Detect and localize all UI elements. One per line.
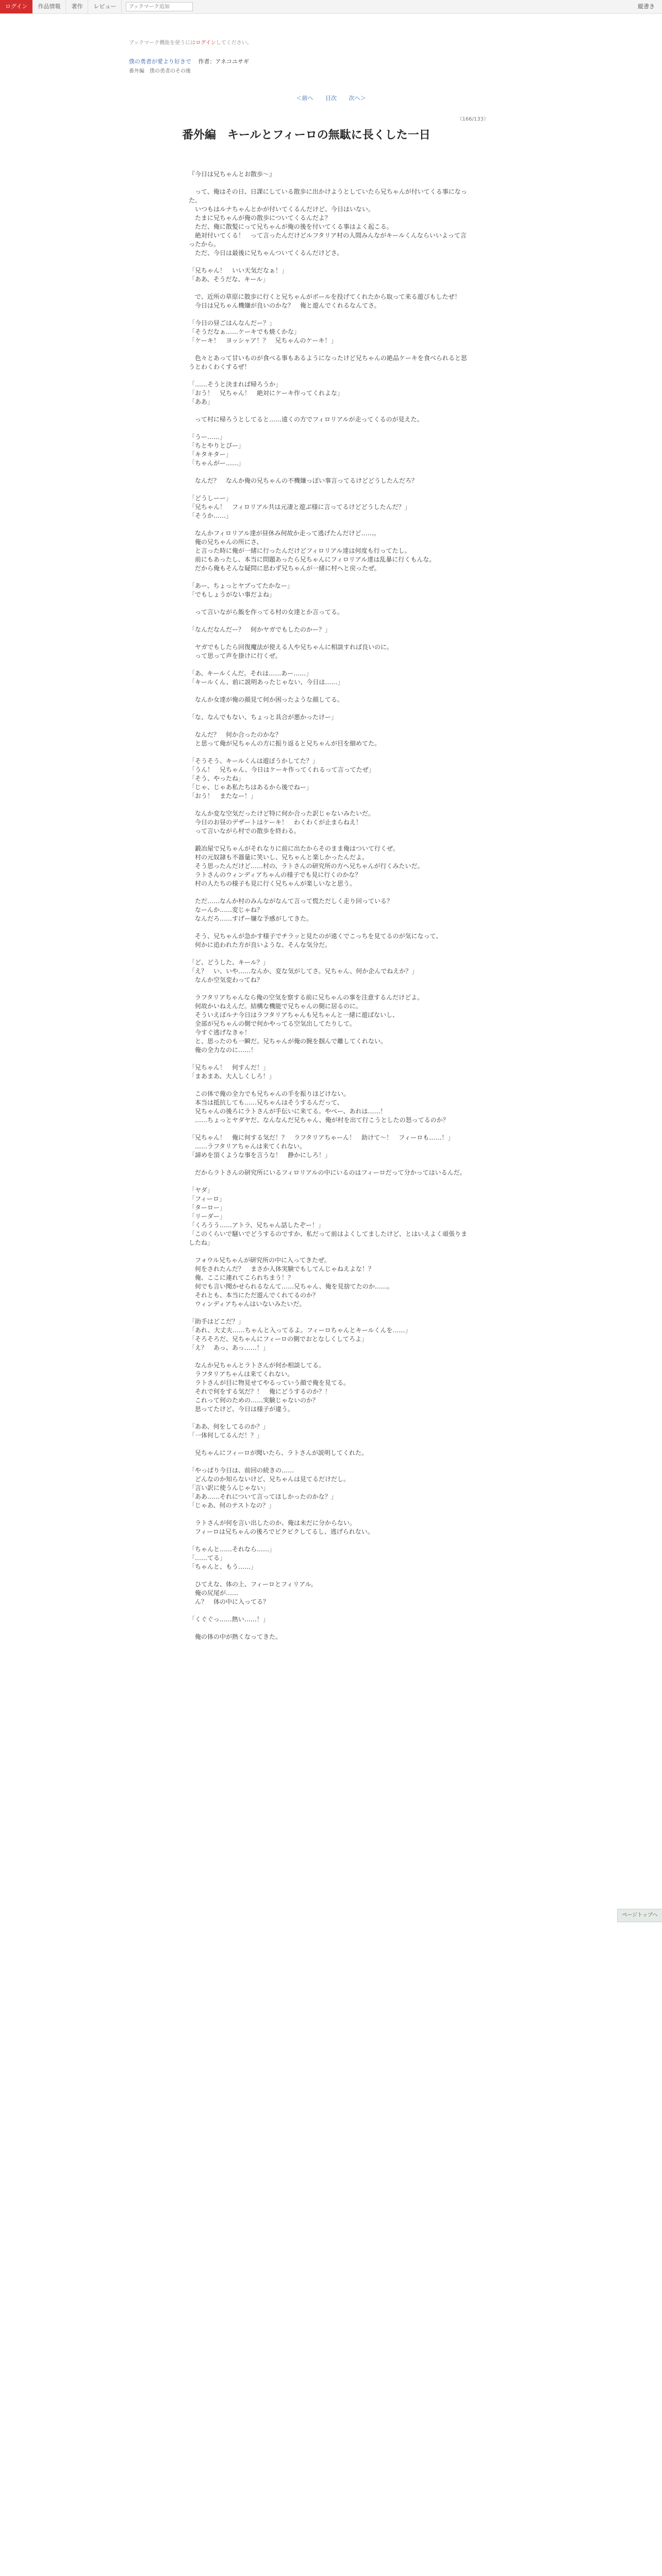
body-line: いつもはルナちゃんとかが付いてくるんだけど、今日はいない。 [189,206,375,213]
novel-title-link[interactable]: 僕の勇者が愛より好きで [129,58,191,65]
body-line: 「そうそう、キールくんは遊ぼうかしてた？」 [189,757,319,765]
body-line [189,371,467,380]
index-link[interactable]: 目次 [325,95,337,101]
nav-links[interactable]: 著作 [66,0,88,13]
bookmark-login-link[interactable]: ログイン [195,40,216,46]
body-line [189,1352,467,1361]
body-line [189,258,467,266]
novel-body [189,170,467,1641]
body-line: そう、兄ちゃんが急かす様子でチラッと見たのが遠くでこっちを見てるのが気になって、 [189,933,442,940]
body-line: 今日のお昼のデザートはケーキ！ わくわくが止まらねえ！ [189,819,362,826]
body-line: 「ああ……それについて言ってほしかったのかな？」 [189,1493,337,1500]
body-line [189,888,467,897]
body-line [189,1055,467,1063]
body-line: 「そうか……」 [189,512,233,519]
body-line [189,634,467,643]
work-subtitle: 番外編 僕の勇者のその後 [129,69,191,74]
body-line [189,485,467,494]
body-line: 「ヤダ」 [189,1187,213,1194]
body-line [189,1125,467,1133]
bookmark-input[interactable] [126,2,193,11]
body-line: ラトさんが目に物見せてやるっていう顔で俺を見てる。 [189,1379,350,1386]
body-line: 「兄ちゃん！ 何すんだ！」 [189,1064,270,1071]
body-line: 本当は抵抗しても……兄ちゃんはそうするんだって、 [189,1099,343,1106]
body-line [189,801,467,809]
body-line: どんなのか知らないけど、兄ちゃんは見てるだけだし。 [189,1476,350,1483]
body-line: ただ、俺に散髪にって兄ちゃんが俺の後を付いてくる事はよく起こる。 [189,223,393,230]
body-line [189,985,467,993]
body-line: ラフタリアちゃんは来てくれない。 [189,1370,294,1378]
body-line [189,748,467,757]
body-line: 何故かいねえんだ。結構な機能で兄ちゃんの側に居るのに。 [189,1003,362,1010]
body-line: 何でも言い聞かせられるなんて……兄ちゃん、俺を見捨てたのか……。 [189,1283,393,1290]
body-line: で、近所の草原に散歩に行くと兄ちゃんがボールを投げてくれたから取って来る遊びもしたぜ！ [189,293,461,300]
body-line [189,687,467,696]
body-line [189,284,467,293]
body-line: って言いながら飯を作ってる村の女達とか言ってる。 [189,608,344,616]
body-line: 「ちゃんと、もう……」 [189,1563,257,1570]
body-line: って村に帰ろうとしてると……遠くの方でフィロリアルが走ってくるのが見えた。 [189,416,423,423]
body-line: 何をされたんだ？ まさか人体実験でもしてんじゃねえよな！？ [189,1265,375,1273]
body-line: 「ちとやりとぴー」 [189,442,245,449]
body-line: 「うー……」 [189,433,226,440]
prev-link[interactable]: ＜前へ [296,95,313,101]
body-line [189,617,467,625]
body-line [189,1414,467,1422]
body-line: 俺の兄ちゃんの所にさ、 [189,538,263,546]
body-line: 兄ちゃんにフィーロが聞いたら、ラトさんが説明してくれた。 [189,1449,368,1456]
body-line: 「え？ い、いや……なんか、変な気がしてさ。兄ちゃん、何か企んでねえか？」 [189,968,418,975]
body-line: 「そうだなぁ……ケーキでも焼くかな」 [189,328,301,335]
body-line: 「あれ、大丈夫……ちゃんと入ってるよ。フィーロちゃんとキールくんを……」 [189,1327,411,1334]
chapter-title: 番外編 キールとフィーロの無駄に長くした一日 [182,129,431,142]
body-line: そういえばルナ今日はラフタリアちゃんも兄ちゃんと一緒に遊ばないし、 [189,1011,399,1019]
body-line: と言った時に俺が一緒に行ったんだけどフィロリアル達は何度も行ってたし。 [189,547,411,554]
body-line: 俺、ここに連れてこられちまう！？ [189,1274,294,1281]
body-line [189,1510,467,1519]
body-line [189,1624,467,1633]
body-line: 「……てる」 [189,1554,226,1562]
body-line: 「このくらいで騒いでどうするのですか、私だって前はよくしてましたけど、とはいえよく頑張りましたね」 [189,1230,468,1246]
body-line: なんか変な空気だったけど特に何か合った訳じゃないみたいだ。 [189,810,375,817]
body-line: ひてえな、体の上、フィーロとフィリアル。 [189,1581,317,1588]
body-line: フィーロは兄ちゃんの後ろでビクビクしてるし、逃げられない。 [189,1528,374,1535]
vertical-mode-link[interactable]: 縦書き [638,3,655,10]
body-line: ラフタリアちゃんなら俺の空気を察する前に兄ちゃんの事を注意するんだけどよ。 [189,994,424,1001]
body-line: 「ああ」 [189,398,214,405]
body-line: 「じゃあ、何のテストなの？」 [189,1502,275,1509]
body-line: 「言い訳に使うんじゃない」 [189,1484,270,1492]
body-line: なんか兄ちゃんとラトさんが何か相談してる。 [189,1362,325,1369]
body-line: 何かに追われた方が良いような、そんな気分だ。 [189,941,332,948]
nav-works[interactable]: 作品情報 [32,0,66,13]
login-link[interactable]: ログイン [0,0,32,13]
body-line: 『今日は兄ちゃんとお散歩～』 [189,171,276,178]
nav-review[interactable]: レビュー [88,0,122,13]
body-line [189,599,467,608]
body-line: たまに兄ちゃんが俺の散歩についてくるんだよ？ [189,214,331,222]
body-line [189,179,467,188]
body-line: ラトさんが何を言い出したのか、俺は未だに分からない。 [189,1519,356,1527]
body-line: と思って俺が兄ちゃんの方に振り返ると兄ちゃんが目を細めてた。 [189,740,381,747]
body-line: なんだ？ 何か合ったのかな？ [189,731,282,738]
body-line: 「でもしょうがない事だよね」 [189,591,276,598]
body-line: 「くぐぐっ……熱い……！」 [189,1616,269,1623]
body-line: ラトさんのウィンディアちゃんの様子でも見に行くのかな？ [189,871,361,878]
body-line [189,1177,467,1186]
body-line: ん？ 体の中に入ってる？ [189,1598,270,1605]
body-line: 「兄ちゃん！ フィロリアル共は元凄と遊ぶ様に言ってるけどどうしたんだ？」 [189,503,411,511]
body-line: これって何のための……実験じゃないのか？ [189,1397,319,1404]
body-line: なんか女達が俺の顔見て何か困ったような顔してる。 [189,696,344,703]
body-line: 「ケーキ！ ヨッシャア！？ 兄ちゃんのケーキ！」 [189,337,337,344]
body-line: 俺の全力なのに……！ [189,1046,257,1054]
page-number: （166/133） [457,116,489,122]
body-line: なんだ？ なんか俺の兄ちゃんの不機嫌っぽい事言ってるけどどうしたんだろ？ [189,477,418,484]
body-line: ただ、今日は最後に兄ちゃんついてくるんだけどさ。 [189,249,343,257]
body-line: 「あー、ちょっとヤブってたかなー」 [189,582,293,589]
body-line: って思って声を掛けに行くぜ。 [189,652,282,659]
body-line: なんだろ……すげー嫌な予感がしてきた。 [189,915,313,922]
bookmark-notice [129,38,252,46]
body-line: 「やっぱり今日は、前回の続きの…… [189,1467,294,1474]
body-line: フォウル兄ちゃんが研究所の中に入ってきたぜ。 [189,1257,330,1264]
body-line: って、俺はその日、日課にしている散歩に出かけようとしていたら兄ちゃんが付いてくる事になった。 [189,188,467,204]
body-line: 色々とあって甘いものが食べる事もあるようになったけど兄ちゃんの絶品ケーキを食べられると思うとわくわくするぜ！ [189,354,467,370]
body-line: 「うん！ 兄ちゃん、今日はケーキ作ってくれるって言ってたぜ」 [189,766,375,773]
body-line: 「……そうと決まれば帰ろうか」 [189,381,282,388]
body-line: それとも、本当にただ遊んでくれてるのか？ [189,1292,319,1299]
body-line: 今すぐ逃げなきゃ！ [189,1029,251,1036]
body-line: 全部が兄ちゃんの側で何かやってる空気出してたりして。 [189,1020,356,1027]
body-line: 俺の尻尾が…… [189,1589,239,1597]
body-line [189,424,467,433]
body-line: そう思ったんだけど……村の、ラトさんの研究所の方へ兄ちゃんが行くみたいだ。 [189,862,424,870]
next-link[interactable]: 次へ＞ [349,95,366,101]
body-line [189,345,467,354]
body-line: 「今日の昼ごはんなんだー？」 [189,319,276,327]
body-line: 「一体何してるんだ！？」 [189,1432,263,1439]
body-line: 今日は兄ちゃん機嫌が良いのかな？ 俺と遊んでくれるなんてさ。 [189,302,380,309]
body-line: 鍛冶屋で兄ちゃんがそれなりに前に出たからそのまま俺はついて行くぜ。 [189,845,399,852]
body-line [189,573,467,582]
body-line [189,1536,467,1545]
body-line: って言いながら村での散歩を終わる。 [189,827,301,835]
body-line: 「そう、やったね」 [189,775,245,782]
body-line: なんか空気変わってね？ [189,976,263,984]
body-line: 「キタキター」 [189,451,232,458]
body-line: 「おう！ またなー！」 [189,792,257,800]
body-line [189,1309,467,1317]
body-line [189,660,467,669]
body-line: ウィンディアちゃんはいないみたいだ。 [189,1300,306,1308]
body-line: なーんか……変じゃね？ [189,906,263,913]
body-line: 「ああ、何をしてるのか？」 [189,1423,269,1430]
body-line: 「おう！ 兄ちゃん！ 絶対にケーキ作ってくれよな」 [189,389,344,397]
body-line: 絶対付いてくる！ って言ったんだけどルフタリア村の人間みんながキールくんならいいよって言ったから。 [189,232,467,248]
body-line: だからラトさんの研究所にいるフィロリアルの中にいるのはフィーロだって分かってはいるんだ。 [189,1169,466,1176]
body-line: 「くろうう……アトラ、兄ちゃん話したぞー！」 [189,1222,325,1229]
body-line: 村の人たちの様子も見に行く兄ちゃんが楽しいなと思う。 [189,880,356,887]
body-line [189,1571,467,1580]
body-line: だから俺もそんな疑問に思わず兄ちゃんが一緒に村へと戻ったぜ。 [189,565,380,572]
body-line: 思ってたけど、今日は様子が違う。 [189,1405,294,1413]
body-line: 村の元奴隷も不器量に笑いし、兄ちゃんと楽しかったんだよ。 [189,854,369,861]
body-line: ……ラフタリアちゃんは来てくれない。 [189,1143,306,1150]
body-line: ただ……なんか村のみんながなんて言って慌ただしく走り回っている？ [189,897,393,905]
body-line: 「ああ、そうだな、キール」 [189,276,269,283]
body-line: 「兄ちゃん！ 俺に何する気だ！？ ラフタリアちゃーん！ 助けて～！ フィーロも……！」 [189,1134,454,1141]
body-line: 「じゃ、じゃあ私たちはあるから後でねー」 [189,784,313,791]
body-line: と、思ったのも一瞬だ。兄ちゃんが俺の腕を掴んで離してくれない。 [189,1038,387,1045]
body-line: 俺の体の中が熱くなってきた。 [189,1633,282,1640]
body-line: この体で俺の全力でも兄ちゃんの手を振りほどけない。 [189,1090,350,1097]
body-line [189,1247,467,1256]
top-navigation-bar [0,0,662,14]
pager-top [0,94,662,102]
body-line: 「ちゃんがー……」 [189,460,245,467]
bookmark-notice-tail: してください。 [216,40,252,46]
body-line [189,310,467,319]
body-line: 「キールくん、前に説明あったじゃない、今日は……」 [189,679,344,686]
body-line [189,1606,467,1615]
body-line: 「フィーロ」 [189,1195,226,1202]
bookmark-notice-text: ブックマーク機能を使うには [129,40,196,46]
body-line: 「そろそろだ、兄ちゃんにフィーロの側でおとなしくしてろよ」 [189,1335,368,1343]
body-line: 「リーダー」 [189,1213,226,1220]
body-line [189,836,467,844]
body-line [189,520,467,529]
novel-header [129,57,249,65]
body-line [189,1081,467,1090]
body-line: 「え？ あっ、あっ……！」 [189,1344,269,1351]
body-line [189,406,467,415]
body-line: ……ちょっとヤダヤだ、なんなんだ兄ちゃん、俺が村を出て行こうとしたの怒ってるのか？ [189,1116,449,1124]
body-line: 「な、なんでもない、ちょっと具合が悪かったけー」 [189,714,338,721]
body-line: 「助手はどこだ？」 [189,1318,245,1325]
page-top-button[interactable]: ページトップへ [617,1909,662,1922]
body-line: 「あ、キールくんだ。それは……あー……」 [189,670,312,677]
body-line: 「どうしーー」 [189,495,233,502]
body-line [189,1160,467,1168]
body-line: なんかフィロリアル達が昼休み何故か走って逃げたんだけど……。 [189,530,380,537]
body-line [189,923,467,932]
body-line [189,704,467,713]
author-name[interactable]: 作者：アネコユサギ [198,58,250,65]
body-line: 「諦めを頂くような事を言うな！ 静かにしろ！」 [189,1151,332,1159]
body-line: それで何をする気だ？！ 俺にどうするのか？！ [189,1388,332,1395]
body-line: 「兄ちゃん！ いい天気だなぁ！」 [189,267,288,274]
body-line: 「ちゃんと……それなら……」 [189,1546,276,1553]
body-line: 前にもあったし、本当に問題あったら兄ちゃんにフィロリアル達は乱暴に行くもんな。 [189,556,436,563]
body-line [189,1458,467,1466]
body-line: 「まあまあ、大人しくしろ！」 [189,1073,275,1080]
body-line: 兄ちゃんの後ろにラトさんが手伝いに来てる。やべー、あれは……！ [189,1108,387,1115]
body-line: 「ターロー」 [189,1204,226,1211]
body-line [189,468,467,477]
body-line: ヤガでもしたら回復魔法が使える人や兄ちゃんに相談すれば良いのに。 [189,643,393,651]
body-line [189,950,467,958]
body-line: 「なんだなんだー？ 何かヤガでもしたのかー？」 [189,626,332,633]
body-line [189,722,467,731]
body-line [189,1440,467,1449]
body-line: 「ど、どうした、キール？」 [189,959,269,966]
